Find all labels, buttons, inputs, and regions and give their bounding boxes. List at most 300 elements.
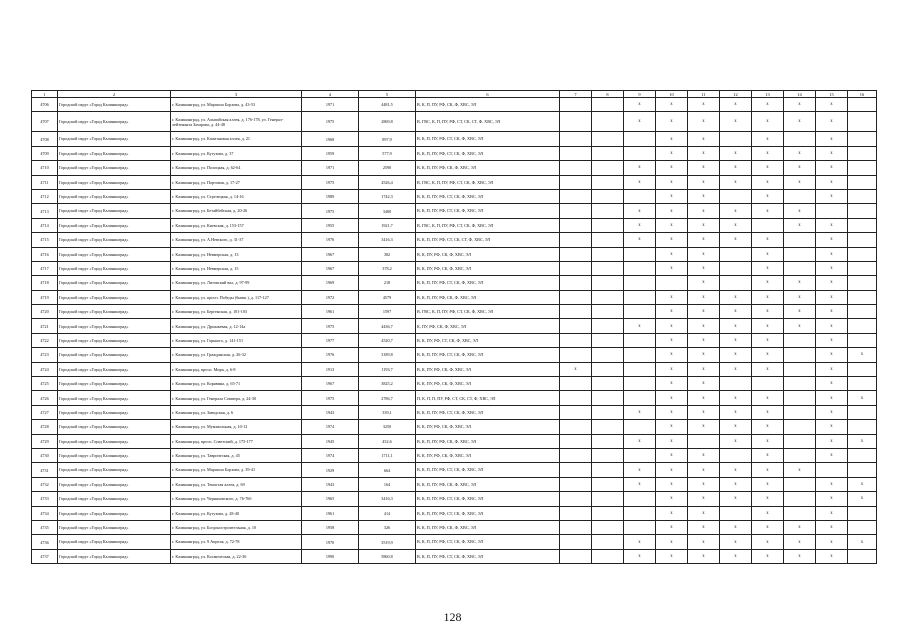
mark-cell bbox=[560, 161, 592, 175]
mark-cell bbox=[560, 175, 592, 189]
area-cell: 1711,1 bbox=[359, 448, 416, 462]
row-number: 4734 bbox=[32, 506, 58, 520]
area-cell: 664 bbox=[359, 463, 416, 477]
mark-cell: x bbox=[784, 276, 816, 290]
mark-cell bbox=[592, 448, 624, 462]
mark-cell bbox=[784, 506, 816, 520]
address-cell: г. Калининград, ул. Маршала Борзова, д. 43-53 bbox=[171, 98, 302, 112]
address-cell: г. Калининград, ул. Заводская, д. 6 bbox=[171, 405, 302, 419]
mark-cell: x bbox=[720, 161, 752, 175]
mark-cell: x bbox=[688, 535, 720, 549]
area-cell: 218 bbox=[359, 276, 416, 290]
mark-cell: x bbox=[656, 463, 688, 477]
address-cell: г. Калининград, ул. Богдоностроительная, д. 10 bbox=[171, 520, 302, 534]
mark-cell: x bbox=[720, 175, 752, 189]
mark-cell: x bbox=[656, 290, 688, 304]
works-cell: В, К, ПУ, РФ, СК, Ф, ХВС, ЭЛ bbox=[416, 420, 560, 434]
mark-cell: x bbox=[688, 189, 720, 203]
row-number: 4721 bbox=[32, 319, 58, 333]
mark-cell: x bbox=[656, 492, 688, 506]
mark-cell bbox=[656, 276, 688, 290]
year-cell: 1967 bbox=[302, 247, 359, 261]
mark-cell bbox=[592, 391, 624, 405]
year-cell: 1943 bbox=[302, 405, 359, 419]
mark-cell bbox=[784, 233, 816, 247]
area-cell: 3400 bbox=[359, 204, 416, 218]
mark-cell: x bbox=[784, 204, 816, 218]
mark-cell: x bbox=[784, 218, 816, 232]
mark-cell: x bbox=[688, 549, 720, 563]
mark-cell bbox=[592, 218, 624, 232]
mark-cell bbox=[624, 290, 656, 304]
year-cell: 1971 bbox=[302, 98, 359, 112]
year-cell: 1974 bbox=[302, 448, 359, 462]
area-cell: 3189,8 bbox=[359, 348, 416, 362]
district-cell: Городской округ «Город Калининград» bbox=[58, 377, 171, 391]
address-cell: г. Калининград, ул. Невмерская, д. 15 bbox=[171, 261, 302, 275]
mark-cell: x bbox=[752, 448, 784, 462]
mark-cell: x bbox=[752, 98, 784, 112]
district-cell: Городской округ «Город Калининград» bbox=[58, 261, 171, 275]
mark-cell: x bbox=[848, 434, 877, 448]
area-cell: 1742,3 bbox=[359, 189, 416, 203]
year-cell: 1989 bbox=[302, 189, 359, 203]
mark-cell: x bbox=[688, 290, 720, 304]
address-cell: г. Калининград, ул. Дрожжевая, д. 12-14а bbox=[171, 319, 302, 333]
mark-cell: x bbox=[656, 305, 688, 319]
mark-cell: x bbox=[688, 477, 720, 491]
row-number: 4714 bbox=[32, 218, 58, 232]
year-cell: 1967 bbox=[302, 377, 359, 391]
mark-cell: x bbox=[688, 161, 720, 175]
area-cell: 164 bbox=[359, 477, 416, 491]
mark-cell: x bbox=[656, 535, 688, 549]
row-number: 4723 bbox=[32, 348, 58, 362]
mark-cell: x bbox=[624, 233, 656, 247]
address-cell: г. Калининград, ул. Тенистая аллея, д. 69 bbox=[171, 477, 302, 491]
mark-cell: x bbox=[688, 132, 720, 146]
mark-cell bbox=[560, 391, 592, 405]
mark-cell: x bbox=[688, 98, 720, 112]
column-number-7: 7 bbox=[560, 91, 592, 98]
table-row bbox=[32, 146, 877, 160]
works-cell: В, К, П, ПУ, РФ, СТ, СК, Ф, ХВС, ЭЛ bbox=[416, 549, 560, 563]
address-cell: г. Калининград, ул. Каштановая аллея, д. 21 bbox=[171, 132, 302, 146]
address-cell: г. Калининград, ул. Бергенская, д. 101-103 bbox=[171, 305, 302, 319]
works-cell: В, К, ПУ, РФ, СК, Ф, ХВС, ЭЛ bbox=[416, 362, 560, 376]
mark-cell bbox=[752, 377, 784, 391]
table-row bbox=[32, 405, 877, 419]
mark-cell: x bbox=[720, 434, 752, 448]
mark-cell bbox=[560, 506, 592, 520]
mark-cell: x bbox=[688, 333, 720, 347]
works-cell: В, К, П, ПУ, РФ, СТ, СК, Ф, ХВС, ЭЛ bbox=[416, 405, 560, 419]
district-cell: Городской округ «Город Калининград» bbox=[58, 492, 171, 506]
works-cell: В, К, П, ПУ, РФ, СТ, СК, Ф, ХВС, ЭЛ bbox=[416, 132, 560, 146]
year-cell: 1965 bbox=[302, 492, 359, 506]
column-number-14: 14 bbox=[784, 91, 816, 98]
table-row bbox=[32, 377, 877, 391]
mark-cell bbox=[592, 247, 624, 261]
mark-cell bbox=[624, 261, 656, 275]
works-cell: В, К, П, ПУ, РФ, СТ, СК, Ф, ХВС, ЭЛ bbox=[416, 506, 560, 520]
mark-cell: x bbox=[656, 132, 688, 146]
district-cell: Городской округ «Город Калининград» bbox=[58, 549, 171, 563]
mark-cell bbox=[592, 492, 624, 506]
mark-cell bbox=[848, 189, 877, 203]
buildings-table bbox=[31, 90, 877, 564]
mark-cell: x bbox=[784, 520, 816, 534]
district-cell: Городской округ «Город Калининград» bbox=[58, 333, 171, 347]
mark-cell: x bbox=[656, 204, 688, 218]
mark-cell: x bbox=[752, 233, 784, 247]
works-cell: В, К, П, ПУ, РФ, СТ, СК, СТ, Ф, ХВС, ЭЛ bbox=[416, 233, 560, 247]
row-number: 4716 bbox=[32, 247, 58, 261]
address-cell: г. Калининград, просп. Советский, д. 175-177 bbox=[171, 434, 302, 448]
table-row bbox=[32, 448, 877, 462]
mark-cell: x bbox=[656, 391, 688, 405]
row-number: 4733 bbox=[32, 492, 58, 506]
works-cell: В, ГВС, К, П, ПУ, РФ, СТ, СК, Ф, ХВС, ЭЛ bbox=[416, 305, 560, 319]
row-number: 4707 bbox=[32, 112, 58, 132]
address-cell: г. Калининград, ул. Кутузова, д. 37 bbox=[171, 146, 302, 160]
mark-cell bbox=[752, 218, 784, 232]
mark-cell: x bbox=[816, 506, 848, 520]
mark-cell: x bbox=[816, 132, 848, 146]
mark-cell: x bbox=[688, 233, 720, 247]
mark-cell bbox=[720, 189, 752, 203]
works-cell: В, К, П, ПУ, РФ, СК, Ф, ХВС, ЭЛ bbox=[416, 434, 560, 448]
address-cell: г. Калининград, ул. Киевская, д. 153-157 bbox=[171, 218, 302, 232]
mark-cell: x bbox=[816, 175, 848, 189]
mark-cell: x bbox=[720, 348, 752, 362]
mark-cell: x bbox=[720, 204, 752, 218]
district-cell: Городской округ «Город Калининград» bbox=[58, 434, 171, 448]
mark-cell bbox=[560, 492, 592, 506]
mark-cell bbox=[720, 276, 752, 290]
mark-cell: x bbox=[656, 189, 688, 203]
mark-cell: x bbox=[688, 520, 720, 534]
row-number: 4710 bbox=[32, 161, 58, 175]
mark-cell bbox=[592, 98, 624, 112]
mark-cell bbox=[592, 276, 624, 290]
mark-cell: x bbox=[784, 535, 816, 549]
mark-cell bbox=[560, 348, 592, 362]
area-cell: 3250 bbox=[359, 420, 416, 434]
column-number-1: 1 bbox=[32, 91, 58, 98]
mark-cell bbox=[848, 405, 877, 419]
year-cell: 1975 bbox=[302, 175, 359, 189]
mark-cell bbox=[624, 146, 656, 160]
works-cell: В, К, П, ПУ, РФ, СК, Ф, ХВС, ЭЛ bbox=[416, 98, 560, 112]
mark-cell bbox=[784, 261, 816, 275]
year-cell: 1969 bbox=[302, 276, 359, 290]
table-row bbox=[32, 434, 877, 448]
year-cell: 1943 bbox=[302, 477, 359, 491]
address-cell: г. Калининград, ул. Кутузова, д. 28-40 bbox=[171, 506, 302, 520]
district-cell: Городской округ «Город Калининград» bbox=[58, 405, 171, 419]
mark-cell bbox=[784, 362, 816, 376]
mark-cell bbox=[560, 319, 592, 333]
table-row bbox=[32, 506, 877, 520]
mark-cell bbox=[848, 112, 877, 132]
mark-cell: x bbox=[816, 434, 848, 448]
mark-cell: x bbox=[656, 261, 688, 275]
mark-cell: x bbox=[816, 362, 848, 376]
table-row bbox=[32, 112, 877, 132]
mark-cell: x bbox=[816, 189, 848, 203]
mark-cell: x bbox=[720, 420, 752, 434]
mark-cell: x bbox=[816, 549, 848, 563]
year-cell: 1913 bbox=[302, 362, 359, 376]
mark-cell bbox=[592, 405, 624, 419]
mark-cell: x bbox=[752, 305, 784, 319]
mark-cell: x bbox=[752, 420, 784, 434]
table-row bbox=[32, 204, 877, 218]
works-cell: В, К, П, ПУ, РФ, СК, Ф, ХВС, ЭЛ bbox=[416, 520, 560, 534]
table-row bbox=[32, 520, 877, 534]
mark-cell: x bbox=[816, 290, 848, 304]
table-row bbox=[32, 362, 877, 376]
mark-cell: x bbox=[816, 112, 848, 132]
table-row bbox=[32, 247, 877, 261]
table-row bbox=[32, 218, 877, 232]
mark-cell: x bbox=[688, 377, 720, 391]
district-cell: Городской округ «Город Калининград» bbox=[58, 189, 171, 203]
table-row bbox=[32, 261, 877, 275]
mark-cell bbox=[560, 247, 592, 261]
district-cell: Городской округ «Город Калининград» bbox=[58, 391, 171, 405]
table-row bbox=[32, 189, 877, 203]
mark-cell: x bbox=[624, 463, 656, 477]
table-row bbox=[32, 305, 877, 319]
mark-cell: x bbox=[656, 434, 688, 448]
mark-cell bbox=[624, 333, 656, 347]
address-cell: г. Калининград, ул. Мукомольная, д. 10-12 bbox=[171, 420, 302, 434]
works-cell: В, К, П, ПУ, РФ, СТ, СК, Ф, ХВС, ЭЛ bbox=[416, 204, 560, 218]
year-cell: 1961 bbox=[302, 506, 359, 520]
district-cell: Городской округ «Город Калининград» bbox=[58, 112, 171, 132]
mark-cell bbox=[592, 233, 624, 247]
mark-cell: x bbox=[720, 98, 752, 112]
mark-cell bbox=[624, 448, 656, 462]
table-row bbox=[32, 333, 877, 347]
mark-cell: x bbox=[784, 161, 816, 175]
mark-cell bbox=[592, 112, 624, 132]
column-number-3: 3 bbox=[171, 91, 302, 98]
mark-cell bbox=[592, 506, 624, 520]
mark-cell: x bbox=[816, 377, 848, 391]
area-cell: 3416,3 bbox=[359, 492, 416, 506]
mark-cell: x bbox=[816, 319, 848, 333]
district-cell: Городской округ «Город Калининград» bbox=[58, 362, 171, 376]
table-row bbox=[32, 276, 877, 290]
row-number: 4718 bbox=[32, 276, 58, 290]
mark-cell: x bbox=[816, 161, 848, 175]
area-cell: 5860,8 bbox=[359, 549, 416, 563]
table-row bbox=[32, 290, 877, 304]
area-cell: 3825,2 bbox=[359, 377, 416, 391]
mark-cell bbox=[560, 477, 592, 491]
mark-cell: x bbox=[720, 549, 752, 563]
area-cell: 382 bbox=[359, 247, 416, 261]
mark-cell: x bbox=[752, 290, 784, 304]
mark-cell: x bbox=[688, 391, 720, 405]
mark-cell: x bbox=[656, 520, 688, 534]
area-cell: 1597 bbox=[359, 305, 416, 319]
mark-cell bbox=[592, 348, 624, 362]
mark-cell bbox=[560, 448, 592, 462]
year-cell: 1975 bbox=[302, 319, 359, 333]
table-row bbox=[32, 492, 877, 506]
mark-cell: x bbox=[816, 247, 848, 261]
district-cell: Городской округ «Город Калининград» bbox=[58, 463, 171, 477]
year-cell: 1974 bbox=[302, 420, 359, 434]
mark-cell: x bbox=[624, 98, 656, 112]
mark-cell bbox=[784, 434, 816, 448]
mark-cell: x bbox=[688, 305, 720, 319]
mark-cell: x bbox=[656, 348, 688, 362]
area-cell: 378,2 bbox=[359, 261, 416, 275]
mark-cell: x bbox=[720, 112, 752, 132]
mark-cell: x bbox=[816, 420, 848, 434]
column-number-2: 2 bbox=[58, 91, 171, 98]
mark-cell: x bbox=[752, 112, 784, 132]
mark-cell: x bbox=[816, 405, 848, 419]
table-row bbox=[32, 420, 877, 434]
mark-cell: x bbox=[816, 233, 848, 247]
row-number: 4722 bbox=[32, 333, 58, 347]
column-number-9: 9 bbox=[624, 91, 656, 98]
mark-cell: x bbox=[752, 506, 784, 520]
district-cell: Городской округ «Город Калининград» bbox=[58, 175, 171, 189]
mark-cell: x bbox=[656, 247, 688, 261]
row-number: 4724 bbox=[32, 362, 58, 376]
mark-cell: x bbox=[656, 112, 688, 132]
mark-cell bbox=[592, 204, 624, 218]
district-cell: Городской округ «Город Калининград» bbox=[58, 477, 171, 491]
district-cell: Городской округ «Город Калининград» bbox=[58, 161, 171, 175]
mark-cell: x bbox=[784, 290, 816, 304]
mark-cell: x bbox=[624, 535, 656, 549]
mark-cell: x bbox=[816, 448, 848, 462]
mark-cell: x bbox=[816, 276, 848, 290]
mark-cell: x bbox=[816, 492, 848, 506]
mark-cell: x bbox=[784, 98, 816, 112]
mark-cell: x bbox=[816, 98, 848, 112]
works-cell: К, ПУ, РФ, СК, Ф, ХВС, ЭЛ bbox=[416, 319, 560, 333]
address-cell: г. Калининград, ул. Черняховского, д. 76-76б bbox=[171, 492, 302, 506]
year-cell: 1955 bbox=[302, 218, 359, 232]
mark-cell bbox=[848, 161, 877, 175]
column-number-10: 10 bbox=[656, 91, 688, 98]
year-cell: 1961 bbox=[302, 305, 359, 319]
mark-cell: x bbox=[656, 98, 688, 112]
mark-cell: x bbox=[720, 535, 752, 549]
mark-cell: x bbox=[752, 261, 784, 275]
district-cell: Городской округ «Город Калининград» bbox=[58, 204, 171, 218]
mark-cell bbox=[624, 348, 656, 362]
area-cell: 4481,5 bbox=[359, 98, 416, 112]
mark-cell: x bbox=[752, 175, 784, 189]
mark-cell: x bbox=[816, 391, 848, 405]
mark-cell bbox=[592, 305, 624, 319]
mark-cell bbox=[848, 132, 877, 146]
row-number: 4729 bbox=[32, 434, 58, 448]
mark-cell: x bbox=[752, 492, 784, 506]
mark-cell: x bbox=[688, 405, 720, 419]
district-cell: Городской округ «Город Калининград» bbox=[58, 319, 171, 333]
mark-cell: x bbox=[624, 204, 656, 218]
column-number-6: 6 bbox=[416, 91, 560, 98]
works-cell: В, К, ПУ, РФ, СК, Ф, ХВС, ЭЛ bbox=[416, 377, 560, 391]
works-cell: В, К, ПУ, РФ, СК, Ф, ХВС, ЭЛ bbox=[416, 261, 560, 275]
works-cell: П, К, П, П, ПУ, РФ, СТ, СК, СТ, Ф, ХВС, ЭЛ bbox=[416, 391, 560, 405]
mark-cell bbox=[624, 420, 656, 434]
mark-cell: x bbox=[752, 463, 784, 477]
mark-cell: x bbox=[656, 362, 688, 376]
mark-cell bbox=[592, 434, 624, 448]
mark-cell: x bbox=[848, 348, 877, 362]
column-number-8: 8 bbox=[592, 91, 624, 98]
mark-cell: x bbox=[720, 333, 752, 347]
mark-cell bbox=[784, 333, 816, 347]
mark-cell: x bbox=[688, 146, 720, 160]
mark-cell: x bbox=[816, 146, 848, 160]
mark-cell bbox=[784, 405, 816, 419]
mark-cell bbox=[560, 189, 592, 203]
mark-cell: x bbox=[688, 112, 720, 132]
mark-cell bbox=[560, 204, 592, 218]
mark-cell bbox=[848, 420, 877, 434]
table-row bbox=[32, 477, 877, 491]
mark-cell bbox=[784, 448, 816, 462]
table-body bbox=[32, 98, 877, 564]
mark-cell bbox=[560, 405, 592, 419]
mark-cell bbox=[848, 549, 877, 563]
mark-cell bbox=[560, 434, 592, 448]
mark-cell bbox=[848, 233, 877, 247]
area-cell: 4520,7 bbox=[359, 333, 416, 347]
mark-cell: x bbox=[720, 405, 752, 419]
mark-cell bbox=[848, 448, 877, 462]
district-cell: Городской округ «Город Калининград» bbox=[58, 233, 171, 247]
mark-cell bbox=[784, 391, 816, 405]
mark-cell: x bbox=[752, 549, 784, 563]
mark-cell: x bbox=[848, 391, 877, 405]
mark-cell bbox=[848, 146, 877, 160]
mark-cell: x bbox=[656, 319, 688, 333]
mark-cell bbox=[848, 175, 877, 189]
mark-cell: x bbox=[624, 434, 656, 448]
year-cell: 1967 bbox=[302, 261, 359, 275]
mark-cell: x bbox=[720, 463, 752, 477]
mark-cell: x bbox=[624, 218, 656, 232]
mark-cell: x bbox=[720, 391, 752, 405]
mark-cell bbox=[784, 477, 816, 491]
year-cell: 1990 bbox=[302, 549, 359, 563]
mark-cell: x bbox=[656, 549, 688, 563]
column-number-12: 12 bbox=[720, 91, 752, 98]
mark-cell: x bbox=[720, 477, 752, 491]
mark-cell: x bbox=[752, 132, 784, 146]
area-cell: 897,9 bbox=[359, 132, 416, 146]
mark-cell bbox=[624, 189, 656, 203]
column-number-11: 11 bbox=[688, 91, 720, 98]
mark-cell bbox=[592, 290, 624, 304]
table-row bbox=[32, 319, 877, 333]
mark-cell bbox=[560, 132, 592, 146]
